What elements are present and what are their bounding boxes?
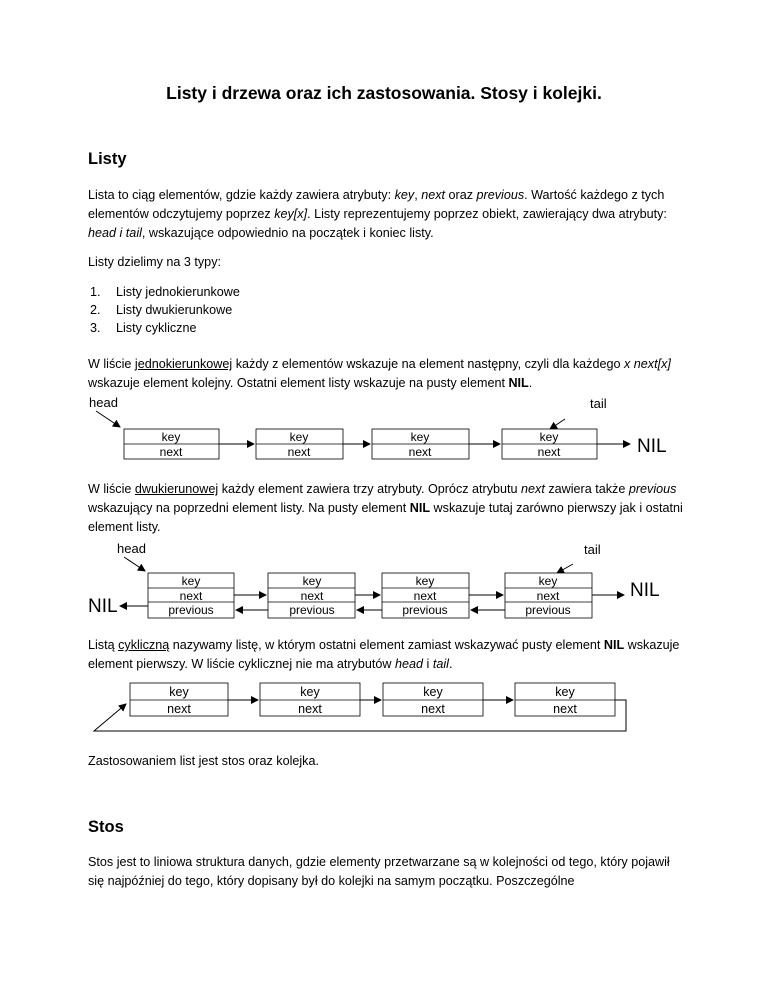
node-key-field: key — [289, 430, 309, 444]
node-next-field: next — [413, 589, 437, 603]
page-title: Listy i drzewa oraz ich zastosowania. Stosy i kolejki. — [166, 83, 602, 103]
list-item: 1. Listy jednokierunkowe — [90, 285, 240, 299]
list-node — [260, 683, 360, 716]
node-next-field: next — [167, 702, 191, 716]
paragraph-types-intro: Listy dzielimy na 3 typy: — [88, 255, 221, 269]
node-key-field: key — [410, 430, 430, 444]
node-next-field: next — [179, 589, 203, 603]
node-next-field: next — [536, 589, 560, 603]
list-node — [256, 429, 343, 459]
paragraph-singly-linked: W liście jednokierunkowej każdy z elementów wskazuje na element następny, czyli dla każdego x next[x] wskazuje element kolejny. Ostatni element listy wskazuje na pusty element NIL. — [88, 357, 671, 390]
diagram-doubly-linked-list — [0, 538, 768, 628]
nil-label: NIL — [637, 436, 667, 457]
head-label: head — [89, 395, 118, 410]
diagram-singly-linked-list — [0, 395, 768, 465]
section-heading-stos: Stos — [88, 818, 124, 836]
list-item: 3. Listy cykliczne — [90, 321, 197, 335]
node-key-field: key — [300, 685, 320, 699]
node-key-field: key — [423, 685, 443, 699]
node-next-field: next — [287, 445, 311, 459]
node-next-field: next — [159, 445, 183, 459]
node-previous-field: previous — [525, 603, 571, 617]
node-key-field: key — [555, 685, 575, 699]
head-label: head — [117, 541, 146, 556]
node-next-field: next — [408, 445, 432, 459]
node-next-field: next — [421, 702, 445, 716]
node-key-field: key — [302, 574, 322, 588]
nil-label-left: NIL — [88, 596, 118, 617]
node-next-field: next — [553, 702, 577, 716]
head-arrow — [124, 557, 145, 571]
list-types — [88, 283, 240, 337]
node-key-field: key — [169, 685, 189, 699]
node-key-field: key — [161, 430, 181, 444]
section-heading-listy: Listy — [88, 150, 127, 168]
paragraph-stos: Stos jest to liniowa struktura danych, gdzie elementy przetwarzane są w kolejności od tego, który pojawił się najpóźniej do tego, który dopisany był do kolejki na samym początku. Poszczególne — [88, 855, 670, 888]
list-node — [502, 429, 597, 459]
node-key-field: key — [539, 430, 559, 444]
diagram-cyclic-list — [0, 680, 768, 740]
node-previous-field: previous — [289, 603, 335, 617]
node-previous-field: previous — [402, 603, 448, 617]
node-key-field: key — [181, 574, 201, 588]
paragraph-cyclic: Listą cykliczną nazywamy listę, w którym ostatni element zamiast wskazywać pusty element NIL wskazuje element pierwszy. W liście cyklicznej nie ma atrybutów head i tail. — [88, 638, 680, 671]
paragraph-application: Zastosowaniem list jest stos oraz kolejka. — [88, 754, 319, 768]
tail-arrow — [550, 419, 565, 429]
paragraph-doubly-linked: W liście dwukierunowej każdy element zawiera trzy atrybuty. Oprócz atrybutu next zawiera także previous wskazujący na poprzedni element listy. Na pusty element NIL wskazuje tutaj zarówno pierwszy jak i ostatni element listy. — [88, 482, 683, 534]
node-key-field: key — [415, 574, 435, 588]
node-key-field: key — [538, 574, 558, 588]
node-next-field: next — [537, 445, 561, 459]
tail-label: tail — [590, 396, 607, 411]
node-previous-field: previous — [168, 603, 214, 617]
tail-label: tail — [584, 542, 601, 557]
list-node — [124, 429, 219, 459]
list-node — [372, 429, 469, 459]
nil-label-right: NIL — [630, 580, 660, 601]
head-arrow — [96, 411, 120, 427]
list-node — [515, 683, 615, 716]
list-node — [383, 683, 483, 716]
node-next-field: next — [298, 702, 322, 716]
node-next-field: next — [300, 589, 324, 603]
tail-arrow — [557, 564, 573, 573]
list-node — [382, 573, 469, 618]
list-node — [505, 573, 592, 618]
list-node — [148, 573, 234, 618]
list-node — [268, 573, 355, 618]
list-item: 2. Listy dwukierunkowe — [90, 303, 233, 317]
paragraph-intro: Lista to ciąg elementów, gdzie każdy zawiera atrybuty: key, next oraz previous. Wartość każdego z tych elementów odczytujemy poprzez key[x]. Listy reprezentujemy poprzez obiekt, zawierający dwa atrybuty: head i tail, wskazujące odpowiednio na początek i koniec listy. — [88, 188, 667, 240]
list-node — [130, 683, 228, 716]
